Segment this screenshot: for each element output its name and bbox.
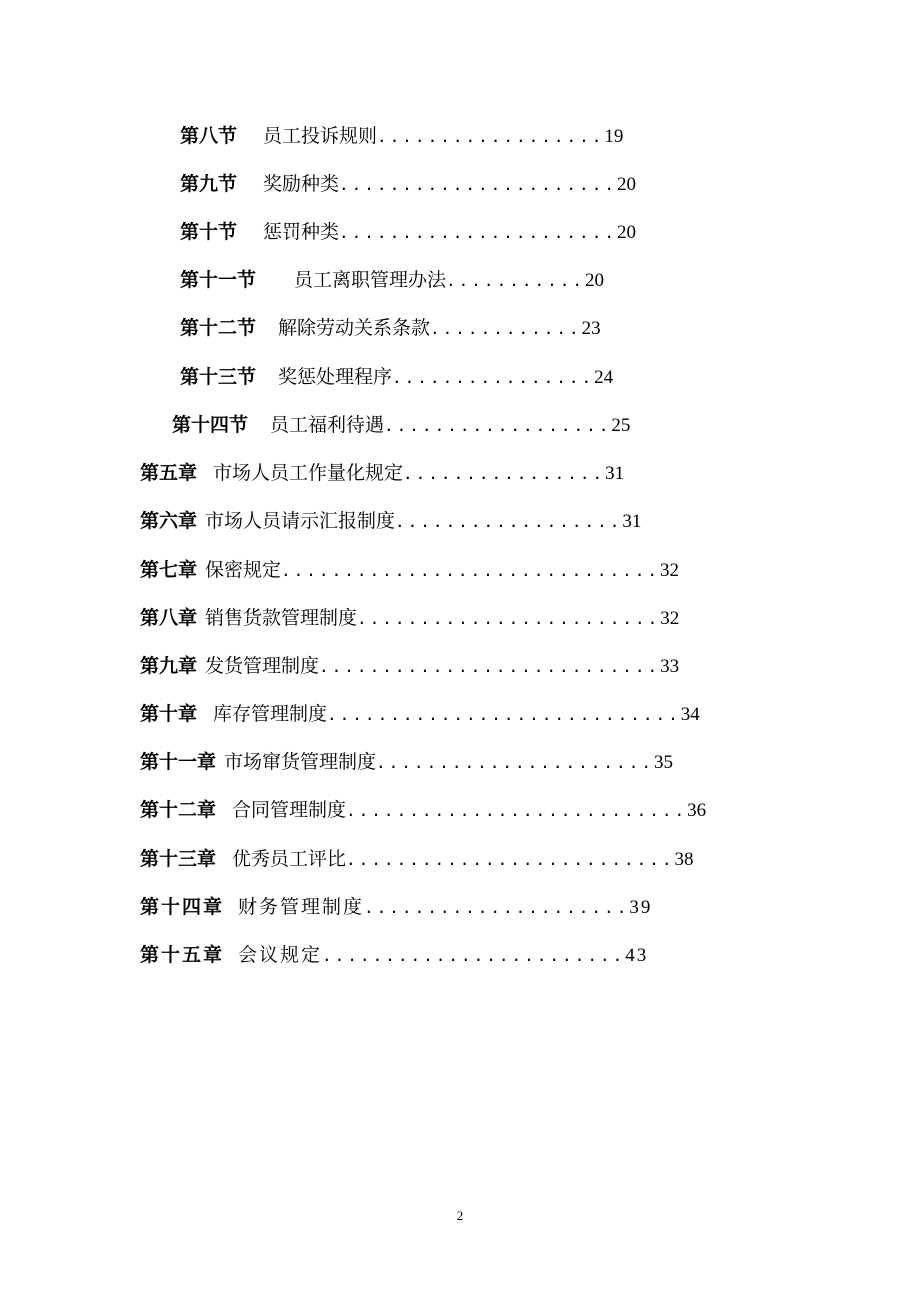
toc-entry-title: 优秀员工评比 — [232, 848, 347, 870]
toc-entry[interactable] — [140, 459, 624, 487]
toc-entry-title: 销售货款管理制度 — [205, 607, 358, 629]
toc-leader-dots: ...................... — [376, 753, 654, 772]
toc-entry[interactable] — [140, 796, 706, 824]
toc-entry[interactable] — [180, 363, 613, 391]
toc-entry-label: 第九节 — [180, 173, 238, 195]
toc-entry-page: 20 — [616, 222, 636, 243]
toc-entry-title: 解除劳动关系条款 — [278, 317, 431, 339]
toc-entry-title: 市场窜货管理制度 — [224, 751, 377, 773]
toc-entry-page: 19 — [604, 126, 624, 147]
toc-entry-title: 库存管理制度 — [213, 703, 328, 725]
toc-leader-dots: ................ — [392, 368, 595, 387]
toc-leader-dots: ........................... — [346, 801, 688, 820]
toc-entry-page: 39 — [629, 897, 653, 918]
toc-entry-title: 发货管理制度 — [205, 655, 320, 677]
toc-entry-title: 合同管理制度 — [232, 799, 347, 821]
toc-entry[interactable] — [140, 507, 641, 535]
toc-entry-label: 第十节 — [180, 221, 238, 243]
toc-entry-title: 财务管理制度 — [238, 896, 365, 918]
toc-entry-label: 第十五章 — [140, 944, 225, 966]
toc-entry[interactable] — [180, 170, 636, 198]
toc-entry-page: 25 — [611, 415, 631, 436]
toc-entry-label: 第九章 — [140, 655, 198, 677]
toc-entry-page: 36 — [687, 800, 707, 821]
toc-leader-dots: ............ — [430, 319, 582, 338]
toc-entry-label: 第十三节 — [180, 366, 257, 388]
toc-entry-page: 33 — [660, 656, 680, 677]
toc-entry-label: 第十二节 — [180, 317, 257, 339]
toc-entry-label: 第十章 — [140, 703, 198, 725]
toc-entry[interactable] — [140, 604, 679, 632]
toc-entry[interactable] — [180, 122, 623, 150]
toc-entry-label: 第十二章 — [140, 799, 217, 821]
toc-entry-label: 第六章 — [140, 510, 198, 532]
toc-entry-title: 保密规定 — [205, 559, 282, 581]
toc-leader-dots: ............................ — [327, 705, 681, 724]
toc-entry-label: 第十三章 — [140, 848, 217, 870]
toc-entry[interactable] — [180, 218, 636, 246]
toc-entry-label: 第八章 — [140, 607, 198, 629]
toc-entry-label: 第七章 — [140, 559, 198, 581]
toc-entry-title: 员工福利待遇 — [270, 414, 385, 436]
toc-entry-label: 第五章 — [140, 462, 198, 484]
toc-entry-page: 32 — [660, 560, 680, 581]
toc-entry[interactable] — [140, 748, 673, 776]
toc-entry-page: 32 — [660, 608, 680, 629]
toc-entry-label: 第八节 — [180, 125, 238, 147]
toc-entry[interactable] — [172, 411, 630, 439]
toc-entry-page: 35 — [653, 752, 673, 773]
toc-leader-dots: .................. — [377, 127, 605, 146]
toc-leader-dots: .................. — [395, 512, 623, 531]
toc-entry-title: 惩罚种类 — [263, 221, 340, 243]
toc-entry[interactable] — [180, 314, 601, 342]
toc-leader-dots: .............................. — [281, 561, 661, 580]
toc-entry-page: 34 — [680, 704, 700, 725]
toc-entry-title: 奖惩处理程序 — [278, 366, 393, 388]
toc-leader-dots: ........................ — [322, 946, 626, 965]
toc-leader-dots: ........................ — [357, 609, 661, 628]
toc-entry-page: 38 — [674, 849, 694, 870]
toc-entry-page: 31 — [605, 463, 625, 484]
toc-entry-page: 24 — [594, 367, 614, 388]
toc-leader-dots: ................ — [403, 464, 606, 483]
toc-entry[interactable] — [140, 556, 679, 584]
toc-entry[interactable] — [140, 700, 700, 728]
toc-entry-page: 23 — [581, 318, 601, 339]
toc-entry-title: 市场人员工作量化规定 — [213, 462, 404, 484]
page-number: 2 — [456, 1208, 464, 1223]
toc-entry-label: 第十四节 — [172, 414, 249, 436]
toc-leader-dots: .................. — [384, 416, 612, 435]
toc-entry-page: 20 — [585, 270, 604, 291]
toc-leader-dots: ........... — [446, 271, 585, 290]
toc-entry[interactable] — [180, 266, 604, 294]
toc-leader-dots: ...................... — [339, 175, 617, 194]
toc-entry[interactable] — [140, 941, 648, 969]
toc-entry-label: 第十四章 — [140, 896, 225, 918]
toc-leader-dots: .......................... — [346, 850, 675, 869]
toc-entry-title: 员工离职管理办法 — [294, 269, 447, 291]
toc-entry-label: 第十一章 — [140, 751, 217, 773]
toc-entry-title: 奖励种类 — [263, 173, 340, 195]
toc-entry[interactable] — [140, 893, 652, 921]
toc-entry-label: 第十一节 — [180, 269, 257, 291]
toc-leader-dots: ..................... — [364, 898, 630, 917]
toc-entry-title: 会议规定 — [238, 944, 323, 966]
toc-entry[interactable] — [140, 845, 693, 873]
toc-entry-page: 20 — [616, 174, 636, 195]
toc-entry-title: 员工投诉规则 — [263, 125, 378, 147]
toc-entry-title: 市场人员请示汇报制度 — [205, 510, 396, 532]
toc-leader-dots: ........................... — [319, 657, 661, 676]
toc-leader-dots: ...................... — [339, 223, 617, 242]
toc-entry-page: 43 — [625, 945, 649, 966]
toc-entry[interactable] — [140, 652, 679, 680]
toc-entry-page: 31 — [622, 511, 642, 532]
